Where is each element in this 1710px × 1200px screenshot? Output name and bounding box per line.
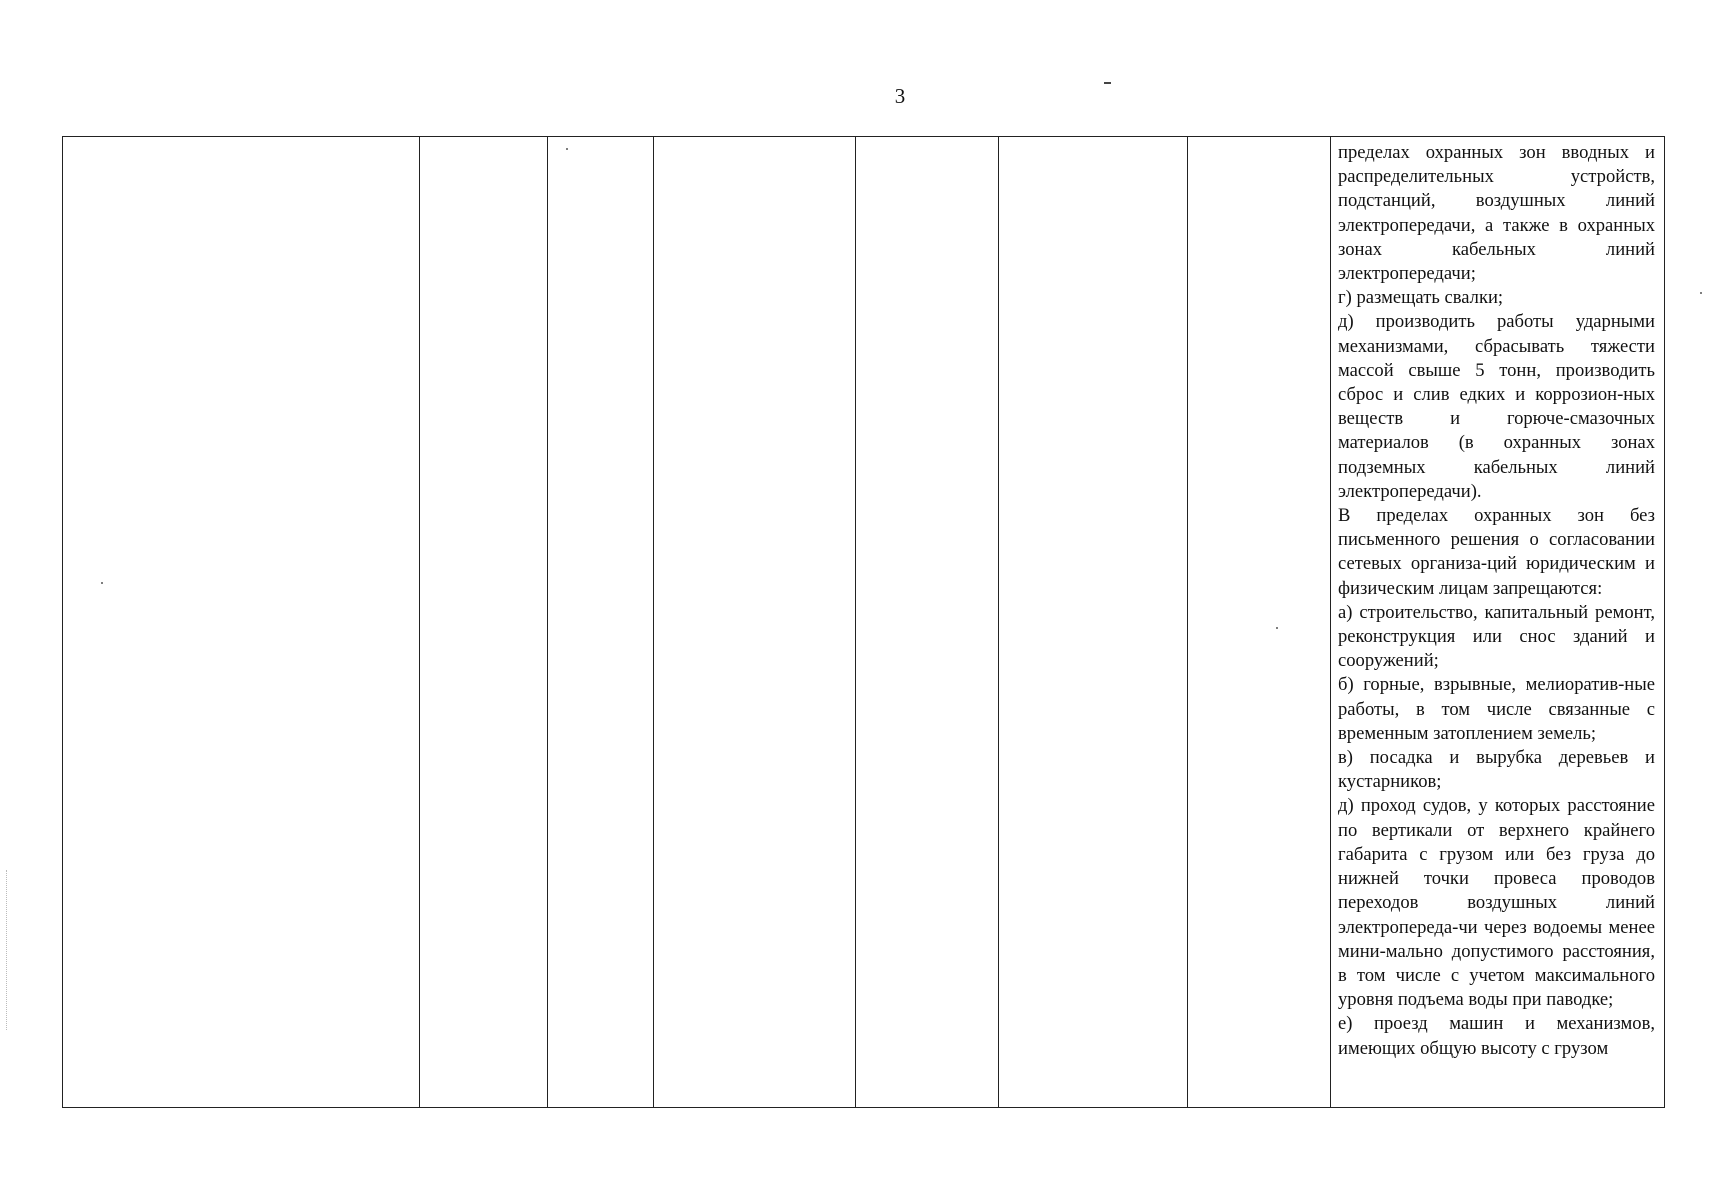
- table-cell-empty: [1188, 137, 1331, 1108]
- text-paragraph: г) размещать свалки;: [1338, 287, 1504, 309]
- text-paragraph: д) производить работы ударными механизмами, сбрасывать тяжести массой свыше 5 тонн, производить сброс и слив едких и коррозион-ных веществ и горюче-смазочных материалов (в охранных зонах подземных кабельных линий электропередачи).: [1338, 311, 1655, 502]
- table-cell-empty: [654, 137, 856, 1108]
- restrictions-text-cell: [1331, 137, 1665, 1108]
- scan-artifact-dash: [1104, 82, 1111, 84]
- text-paragraph: д) проход судов, у которых расстояние по вертикали от верхнего крайнего габарита с грузом или без груза до нижней точки провеса проводов переходов воздушных линий электропереда-чи через водоемы менее мини-мально допустимого расстояния, в том числе с учетом максимального уровня подъема воды при паводке;: [1338, 795, 1655, 1011]
- page-number: 3: [894, 84, 906, 108]
- table-row: [63, 137, 1665, 1108]
- document-table: [62, 136, 1665, 1108]
- table-cell-empty: [420, 137, 548, 1108]
- text-paragraph: В пределах охранных зон без письменного решения о согласовании сетевых организа-ций юридическим и физическим лицам запрещаются:: [1338, 505, 1655, 599]
- scan-artifact-dot: [1700, 292, 1702, 294]
- text-paragraph: в) посадка и вырубка деревьев и кустарников;: [1338, 747, 1655, 793]
- table-cell-empty: [63, 137, 420, 1108]
- table-cell-empty: [999, 137, 1188, 1108]
- scan-margin-marks: [6, 870, 13, 1030]
- text-paragraph: а) строительство, капитальный ремонт, реконструкция или снос зданий и сооружений;: [1338, 601, 1655, 672]
- text-paragraph: б) горные, взрывные, мелиоратив-ные работы, в том числе связанные с временным затоплением земель;: [1338, 674, 1655, 744]
- text-paragraph: пределах охранных зон вводных и распределительных устройств, подстанций, воздушных линий электропередачи, а также в охранных зонах кабельных линий электропередачи;: [1338, 142, 1655, 285]
- text-paragraph: е) проезд машин и механизмов, имеющих общую высоту с грузом: [1338, 1013, 1655, 1059]
- table-cell-empty: [856, 137, 999, 1108]
- table-cell-empty: [548, 137, 654, 1108]
